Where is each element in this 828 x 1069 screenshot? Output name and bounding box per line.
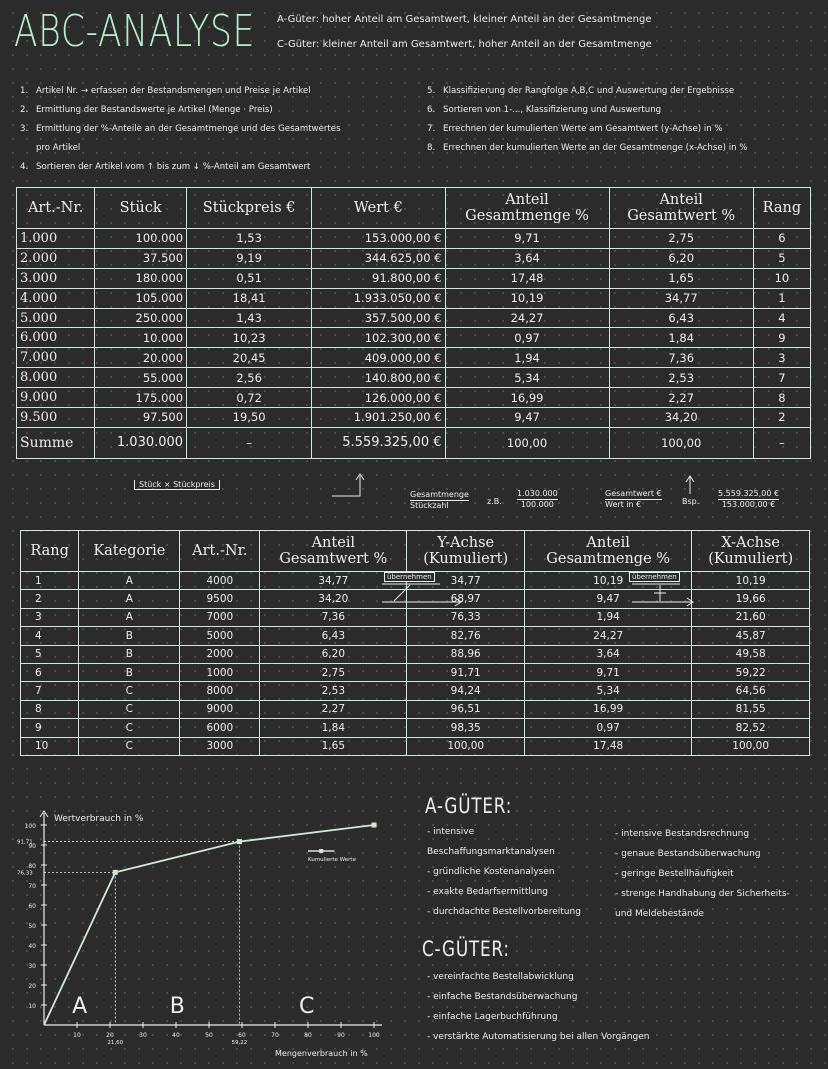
frac2-num: 5.559.325,00 € bbox=[718, 489, 780, 498]
table-cell: 7000 bbox=[180, 608, 260, 626]
table-cell: 96,51 bbox=[407, 700, 525, 718]
step-number: 7. bbox=[427, 124, 436, 134]
frac1-den: 100.000 bbox=[520, 500, 554, 509]
table-row bbox=[17, 308, 811, 328]
table-cell: 10 bbox=[21, 737, 79, 755]
table-cell: 6000 bbox=[180, 719, 260, 737]
definition-c: C-Güter: kleiner Anteil am Gesamtwert, hoher Anteil an der Gesamtmenge bbox=[277, 39, 652, 50]
table-row bbox=[17, 229, 811, 249]
series-line-kumulierte-werte bbox=[44, 825, 374, 1025]
table-row bbox=[17, 348, 811, 368]
fraction-wert bbox=[718, 489, 779, 510]
table-cell: 17,48 bbox=[525, 737, 692, 755]
table-cell: 91,71 bbox=[407, 663, 525, 681]
x-tick-label: 90 bbox=[337, 1032, 345, 1039]
step-item bbox=[427, 86, 747, 105]
marker-x-label: 59,22 bbox=[231, 1040, 248, 1046]
column-header: Art.-Nr. bbox=[17, 188, 95, 229]
table-cell: 88,96 bbox=[407, 645, 525, 663]
table-cell: 34,20 bbox=[609, 408, 753, 428]
table-cell: 0,51 bbox=[187, 268, 312, 288]
table-cell: 9 bbox=[21, 719, 79, 737]
x-tick-label: 40 bbox=[172, 1032, 180, 1039]
step-text: Ermittlung der Bestandswerte je Artikel (Menge · Preis) bbox=[36, 105, 273, 115]
table-cell: 3000 bbox=[180, 737, 260, 755]
x-tick-label: 30 bbox=[139, 1032, 147, 1039]
step-item bbox=[427, 143, 747, 162]
region-label: A bbox=[72, 994, 88, 1019]
step-item bbox=[20, 124, 341, 143]
step-number: 2. bbox=[20, 105, 29, 115]
sum-cell: – bbox=[753, 427, 810, 458]
table-row bbox=[21, 627, 810, 645]
table-cell: 3,64 bbox=[525, 645, 692, 663]
table-cell: 2,53 bbox=[260, 682, 407, 700]
sum-cell: 100,00 bbox=[445, 427, 609, 458]
a-gueter-list-right bbox=[615, 824, 790, 924]
table-cell: C bbox=[79, 682, 180, 700]
region-label: B bbox=[169, 994, 185, 1019]
table-cell: 126.000,00 € bbox=[312, 388, 445, 408]
step-text: Sortieren von 1-..., Klassifizierung und Auswertung bbox=[443, 105, 662, 115]
table-cell: 9,47 bbox=[445, 408, 609, 428]
table-row bbox=[17, 288, 811, 308]
table-cell: 2,27 bbox=[609, 388, 753, 408]
y-tick-label: 40 bbox=[28, 943, 36, 950]
a-gueter-title: A-GÜTER: bbox=[425, 794, 513, 818]
table-cell: 24,27 bbox=[525, 627, 692, 645]
table-cell: 18,41 bbox=[187, 288, 312, 308]
arrow-wert bbox=[330, 470, 370, 500]
table-cell: 100.000 bbox=[95, 229, 187, 249]
note-item: - intensive Bestandsrechnung bbox=[615, 829, 750, 839]
table-cell: A bbox=[79, 608, 180, 626]
table-cell: 8 bbox=[753, 388, 810, 408]
table-cell: 2000 bbox=[180, 645, 260, 663]
steps-right bbox=[427, 86, 747, 162]
table-row bbox=[21, 645, 810, 663]
table-cell: 10.000 bbox=[95, 328, 187, 348]
y-tick-label: 30 bbox=[28, 963, 36, 970]
column-header: Kategorie bbox=[79, 531, 180, 572]
marker-y-label: 76,33 bbox=[17, 870, 33, 877]
table-cell: 1,65 bbox=[260, 737, 407, 755]
uebernehmen-y: übernehmen bbox=[384, 572, 435, 582]
fraction-menge bbox=[517, 489, 558, 510]
table-cell: 94,24 bbox=[407, 682, 525, 700]
bsp-label: Bsp. bbox=[682, 497, 700, 506]
table-cell: 2.000 bbox=[17, 248, 95, 268]
table-cell: 82,76 bbox=[407, 627, 525, 645]
y-tick-label: 10 bbox=[28, 1003, 36, 1010]
table-row bbox=[21, 737, 810, 755]
table-row bbox=[17, 268, 811, 288]
table-cell: 34,20 bbox=[260, 590, 407, 608]
table-cell: 91.800,00 € bbox=[312, 268, 445, 288]
table-cell: 1,65 bbox=[609, 268, 753, 288]
table-cell: 20.000 bbox=[95, 348, 187, 368]
table-cell: 4.000 bbox=[17, 288, 95, 308]
table-row bbox=[21, 700, 810, 718]
step-item bbox=[20, 143, 341, 162]
table-cell: 1,84 bbox=[609, 328, 753, 348]
table-row bbox=[21, 663, 810, 681]
cumulate-arrows-y bbox=[380, 580, 470, 608]
data-point bbox=[113, 870, 118, 875]
page-title: ABC-ANALYSE bbox=[14, 6, 256, 57]
note-item: Beschaffungsmarktanalysen bbox=[427, 847, 555, 857]
table-cell: 0,97 bbox=[525, 719, 692, 737]
table-cell: 8 bbox=[21, 700, 79, 718]
note-item: - exakte Bedarfsermittlung bbox=[427, 887, 548, 897]
table-cell: 9000 bbox=[180, 700, 260, 718]
gesamtwert-label: Gesamtwert € bbox=[605, 489, 662, 498]
table-cell: 6,43 bbox=[260, 627, 407, 645]
table-cell: 6 bbox=[21, 663, 79, 681]
table-cell: A bbox=[79, 572, 180, 590]
column-header: Rang bbox=[21, 531, 79, 572]
sum-cell: – bbox=[187, 427, 312, 458]
y-tick-label: 60 bbox=[28, 903, 36, 910]
column-header: Anteil Gesamtmenge % bbox=[525, 531, 692, 572]
x-tick-label: 70 bbox=[271, 1032, 279, 1039]
table-cell: 9,19 bbox=[187, 248, 312, 268]
table-cell: 3,64 bbox=[445, 248, 609, 268]
abc-chart bbox=[0, 800, 420, 1062]
table-cell: A bbox=[79, 590, 180, 608]
marker-x-label: 21,60 bbox=[107, 1040, 124, 1046]
table-row bbox=[17, 248, 811, 268]
table-cell: 19,66 bbox=[692, 590, 810, 608]
legend-marker bbox=[319, 849, 323, 853]
table-cell: 19,50 bbox=[187, 408, 312, 428]
table-cell: 76,33 bbox=[407, 608, 525, 626]
column-header: Stückpreis € bbox=[187, 188, 312, 229]
column-header: Stück bbox=[95, 188, 187, 229]
table-cell: C bbox=[79, 737, 180, 755]
table-cell: 10,23 bbox=[187, 328, 312, 348]
table-cell: 5.000 bbox=[17, 308, 95, 328]
table-cell: 2 bbox=[21, 590, 79, 608]
gesamtmenge-label: Gesamtmenge bbox=[410, 490, 469, 499]
step-item bbox=[20, 162, 341, 181]
step-item bbox=[20, 86, 341, 105]
table-cell: 6,20 bbox=[260, 645, 407, 663]
legend-label: Kumulierte Werte bbox=[308, 857, 356, 863]
table-cell: 10,19 bbox=[692, 572, 810, 590]
table-cell: 1 bbox=[21, 572, 79, 590]
table-cell: 34,77 bbox=[609, 288, 753, 308]
table-cell: 81,55 bbox=[692, 700, 810, 718]
table-cell: 2,53 bbox=[609, 368, 753, 388]
table-cell: 2,75 bbox=[260, 663, 407, 681]
table-cell: 20,45 bbox=[187, 348, 312, 368]
table-cell: B bbox=[79, 663, 180, 681]
step-text: Ermittlung der %-Anteile an der Gesamtmenge und des Gesamtwertes bbox=[36, 124, 341, 134]
table-cell: 2 bbox=[753, 408, 810, 428]
table-cell: 7 bbox=[21, 682, 79, 700]
sum-row bbox=[17, 427, 811, 458]
table-cell: 344.625,00 € bbox=[312, 248, 445, 268]
note-item: - genaue Bestandsüberwachung bbox=[615, 849, 761, 859]
note-item: - geringe Bestellhäufigkeit bbox=[615, 869, 734, 879]
x-tick-label: 50 bbox=[205, 1032, 213, 1039]
step-number: 4. bbox=[20, 162, 29, 172]
table-cell: 1,84 bbox=[260, 719, 407, 737]
table-cell: 7 bbox=[753, 368, 810, 388]
marker-y-label: 91,71 bbox=[17, 839, 33, 846]
table-cell: 10,19 bbox=[525, 572, 692, 590]
table-cell: 9,71 bbox=[525, 663, 692, 681]
table-row bbox=[17, 388, 811, 408]
table-cell: 9 bbox=[753, 328, 810, 348]
table-cell: 4 bbox=[753, 308, 810, 328]
table-cell: 1.901.250,00 € bbox=[312, 408, 445, 428]
table-cell: 4000 bbox=[180, 572, 260, 590]
column-header: Anteil Gesamtmenge % bbox=[445, 188, 609, 229]
y-tick-label: 20 bbox=[28, 983, 36, 990]
ranking-table bbox=[20, 530, 810, 756]
table-cell: 6 bbox=[753, 229, 810, 249]
column-header: Anteil Gesamtwert % bbox=[609, 188, 753, 229]
table-cell: 17,48 bbox=[445, 268, 609, 288]
x-tick-label: 100 bbox=[368, 1032, 380, 1039]
table-cell: 34,77 bbox=[407, 572, 525, 590]
table-cell: 357.500,00 € bbox=[312, 308, 445, 328]
sum-cell: 5.559.325,00 € bbox=[312, 427, 445, 458]
step-item bbox=[20, 105, 341, 124]
y-tick-label: 100 bbox=[24, 823, 36, 830]
y-tick-label: 70 bbox=[28, 883, 36, 890]
x-axis-title: Mengenverbrauch in % bbox=[275, 1049, 368, 1058]
table-cell: 6,20 bbox=[609, 248, 753, 268]
table-cell: C bbox=[79, 719, 180, 737]
table-cell: 1 bbox=[753, 288, 810, 308]
note-item: - intensive bbox=[427, 827, 475, 837]
step-text: Sortieren der Artikel vom ↑ bis zum ↓ %-Anteil am Gesamtwert bbox=[36, 162, 311, 172]
table-cell: 55.000 bbox=[95, 368, 187, 388]
step-text: pro Artikel bbox=[36, 143, 81, 153]
step-number: 6. bbox=[427, 105, 436, 115]
y-tick-label: 80 bbox=[28, 863, 36, 870]
table-cell: 1000 bbox=[180, 663, 260, 681]
step-item bbox=[427, 124, 747, 143]
table-row bbox=[17, 408, 811, 428]
table-cell: 2,75 bbox=[609, 229, 753, 249]
table-cell: 4 bbox=[21, 627, 79, 645]
sum-cell: Summe bbox=[17, 427, 95, 458]
note-item: - gründliche Kostenanalysen bbox=[427, 867, 555, 877]
table-cell: 2,56 bbox=[187, 368, 312, 388]
table-cell: 10 bbox=[753, 268, 810, 288]
table-cell: 7,36 bbox=[260, 608, 407, 626]
table-cell: 9,47 bbox=[525, 590, 692, 608]
stueck-x-preis-note: Stück × Stückpreis bbox=[134, 480, 220, 490]
gesamtmenge-note bbox=[410, 490, 469, 511]
region-label: C bbox=[299, 994, 315, 1019]
note-item: und Meldebestände bbox=[615, 909, 704, 919]
table-cell: 102.300,00 € bbox=[312, 328, 445, 348]
x-tick-label: 60 bbox=[238, 1032, 246, 1039]
table-cell: 5,34 bbox=[525, 682, 692, 700]
definition-a: A-Güter: hoher Anteil am Gesamtwert, kleiner Anteil an der Gesamtmenge bbox=[277, 14, 652, 25]
table-cell: 16,99 bbox=[445, 388, 609, 408]
step-text: Klassifizierung der Rangfolge A,B,C und Auswertung der Ergebnisse bbox=[443, 86, 735, 96]
stueckzahl-label: Stückzahl bbox=[410, 501, 449, 510]
x-tick-label: 80 bbox=[304, 1032, 312, 1039]
y-tick-label: 90 bbox=[28, 843, 36, 850]
table-cell: 250.000 bbox=[95, 308, 187, 328]
table-cell: 9500 bbox=[180, 590, 260, 608]
note-item: - einfache Lagerbuchführung bbox=[427, 1012, 558, 1022]
table-cell: 1,53 bbox=[187, 229, 312, 249]
x-tick-label: 20 bbox=[106, 1032, 114, 1039]
table-row bbox=[21, 682, 810, 700]
table-cell: 1.933.050,00 € bbox=[312, 288, 445, 308]
note-item: - verstärkte Automatisierung bei allen Vorgängen bbox=[427, 1032, 650, 1042]
table-cell: 82,52 bbox=[692, 719, 810, 737]
table-cell: 5000 bbox=[180, 627, 260, 645]
table-cell: 105.000 bbox=[95, 288, 187, 308]
table-cell: 175.000 bbox=[95, 388, 187, 408]
table-cell: 59,22 bbox=[692, 663, 810, 681]
step-text: Artikel Nr. → erfassen der Bestandsmengen und Preise je Artikel bbox=[36, 86, 311, 96]
step-text: Errechnen der kumulierten Werte am Gesamtwert (y-Achse) in % bbox=[443, 124, 723, 134]
table-cell: 1,94 bbox=[525, 608, 692, 626]
column-header: Anteil Gesamtwert % bbox=[260, 531, 407, 572]
c-gueter-title: C-GÜTER: bbox=[422, 937, 510, 961]
zb-label: z.B. bbox=[487, 497, 502, 506]
column-header: Art.-Nr. bbox=[180, 531, 260, 572]
table-row bbox=[17, 368, 811, 388]
table-cell: 5 bbox=[753, 248, 810, 268]
wert-in-label: Wert in € bbox=[605, 500, 642, 509]
table-cell: 100,00 bbox=[407, 737, 525, 755]
table-cell: 0,97 bbox=[445, 328, 609, 348]
y-axis-title: Wertverbrauch in % bbox=[54, 814, 144, 824]
frac2-den: 153.000,00 € bbox=[721, 500, 776, 509]
note-item: - einfache Bestandsüberwachung bbox=[427, 992, 578, 1002]
table-cell: 49,58 bbox=[692, 645, 810, 663]
table-cell: 9,71 bbox=[445, 229, 609, 249]
table-cell: 6,43 bbox=[609, 308, 753, 328]
table-cell: 7.000 bbox=[17, 348, 95, 368]
table-cell: 98,35 bbox=[407, 719, 525, 737]
a-gueter-list-left bbox=[427, 822, 581, 922]
frac1-num: 1.030.000 bbox=[517, 489, 558, 498]
data-point bbox=[372, 823, 377, 828]
article-table bbox=[16, 187, 811, 459]
table-cell: 5,34 bbox=[445, 368, 609, 388]
cumulate-arrows-x bbox=[630, 580, 700, 608]
y-tick-label: 50 bbox=[28, 923, 36, 930]
table-row bbox=[21, 719, 810, 737]
note-item: - durchdachte Bestellvorbereitung bbox=[427, 907, 581, 917]
x-tick-label: 10 bbox=[73, 1032, 81, 1039]
gesamtwert-note bbox=[605, 489, 662, 510]
table-cell: 7,36 bbox=[609, 348, 753, 368]
sum-cell: 1.030.000 bbox=[95, 427, 187, 458]
steps-left bbox=[20, 86, 341, 181]
table-cell: 45,87 bbox=[692, 627, 810, 645]
table-row bbox=[21, 608, 810, 626]
table-row bbox=[17, 328, 811, 348]
table-cell: 3 bbox=[21, 608, 79, 626]
table-cell: 24,27 bbox=[445, 308, 609, 328]
table-cell: 9.500 bbox=[17, 408, 95, 428]
note-item: - vereinfachte Bestellabwicklung bbox=[427, 972, 574, 982]
sum-cell: 100,00 bbox=[609, 427, 753, 458]
table-cell: 100,00 bbox=[692, 737, 810, 755]
c-gueter-list bbox=[427, 967, 649, 1047]
table-cell: 1,43 bbox=[187, 308, 312, 328]
table-cell: 0,72 bbox=[187, 388, 312, 408]
table-cell: 21,60 bbox=[692, 608, 810, 626]
step-number: 5. bbox=[427, 86, 436, 96]
table-cell: 1.000 bbox=[17, 229, 95, 249]
table-cell: 409.000,00 € bbox=[312, 348, 445, 368]
table-cell: B bbox=[79, 645, 180, 663]
table-cell: 6.000 bbox=[17, 328, 95, 348]
table-cell: 9.000 bbox=[17, 388, 95, 408]
table-cell: 3.000 bbox=[17, 268, 95, 288]
data-point bbox=[237, 839, 242, 844]
step-item bbox=[427, 105, 747, 124]
column-header: Y-Achse (Kumuliert) bbox=[407, 531, 525, 572]
table-cell: 16,99 bbox=[525, 700, 692, 718]
step-number: 8. bbox=[427, 143, 436, 153]
table-cell: 3 bbox=[753, 348, 810, 368]
table-cell: 180.000 bbox=[95, 268, 187, 288]
table-cell: 8000 bbox=[180, 682, 260, 700]
table-cell: 8.000 bbox=[17, 368, 95, 388]
table-cell: 97.500 bbox=[95, 408, 187, 428]
table-cell: 37.500 bbox=[95, 248, 187, 268]
table-cell: 1,94 bbox=[445, 348, 609, 368]
table-cell: C bbox=[79, 700, 180, 718]
uebernehmen-x: übernehmen bbox=[629, 572, 680, 582]
step-text: Errechnen der kumulierten Werte an der Gesamtmenge (x-Achse) in % bbox=[443, 143, 748, 153]
table-cell: 153.000,00 € bbox=[312, 229, 445, 249]
step-number: 3. bbox=[20, 124, 29, 134]
column-header: X-Achse (Kumuliert) bbox=[692, 531, 810, 572]
table-cell: 64,56 bbox=[692, 682, 810, 700]
table-cell: 34,77 bbox=[260, 572, 407, 590]
table-cell: 5 bbox=[21, 645, 79, 663]
table-cell: B bbox=[79, 627, 180, 645]
table-cell: 68,97 bbox=[407, 590, 525, 608]
column-header: Rang bbox=[753, 188, 810, 229]
column-header: Wert € bbox=[312, 188, 445, 229]
step-number: 1. bbox=[20, 86, 29, 96]
note-item: - strenge Handhabung der Sicherheits- bbox=[615, 889, 790, 899]
table-cell: 140.800,00 € bbox=[312, 368, 445, 388]
table-cell: 10,19 bbox=[445, 288, 609, 308]
arrow-rang bbox=[684, 474, 696, 496]
table-cell: 2,27 bbox=[260, 700, 407, 718]
